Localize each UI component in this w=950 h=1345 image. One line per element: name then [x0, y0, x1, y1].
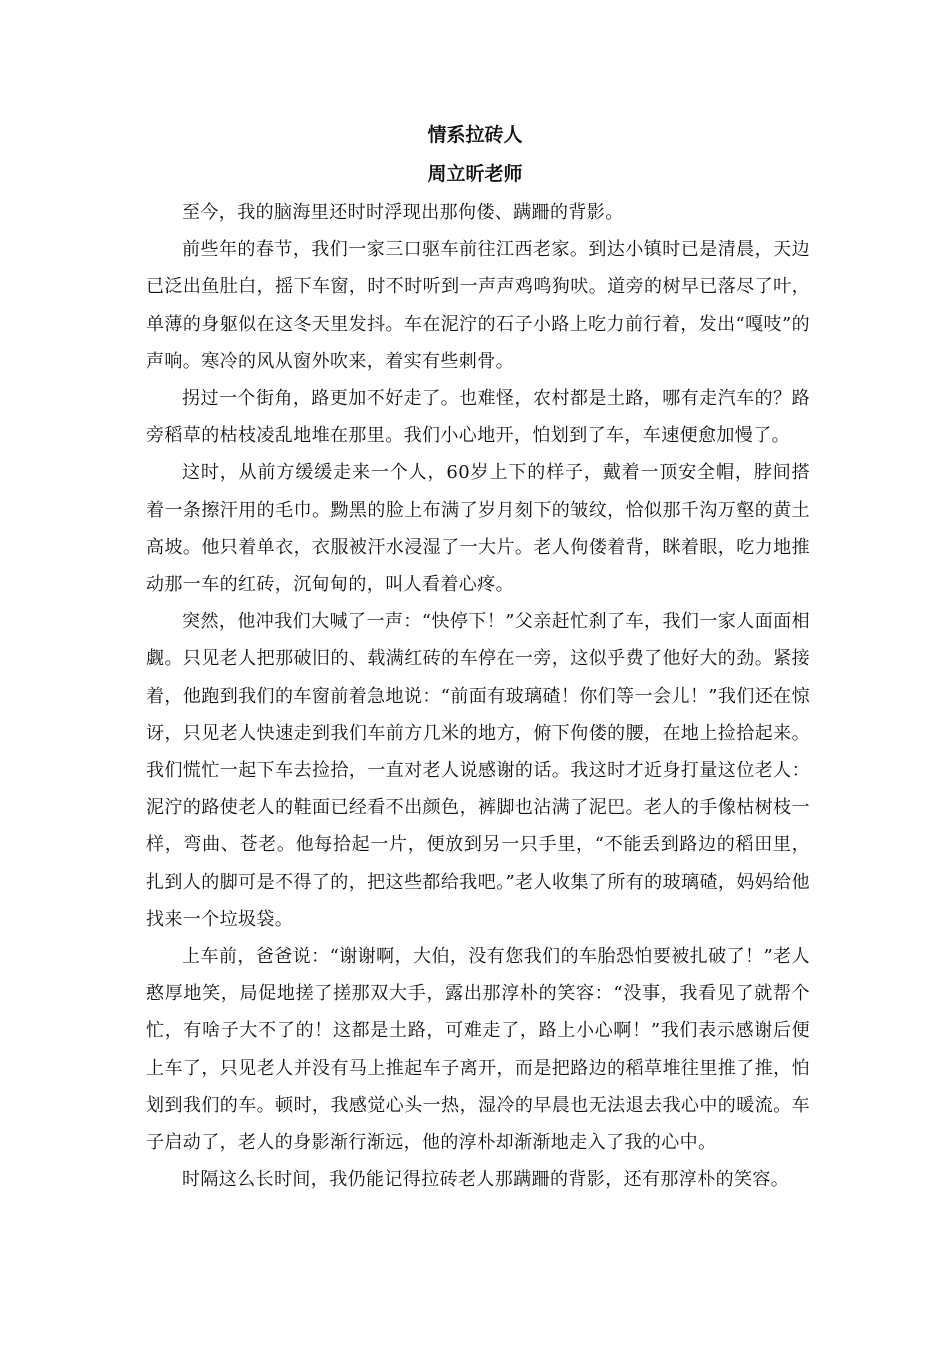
article-body	[146, 194, 810, 1198]
paragraph: 突然，他冲我们大喊了一声：“快停下！”父亲赶忙刹了车，我们一家人面面相觑。只见老人把那破旧的、载满红砖的车停在一旁，这似乎费了他好大的劲。紧接着，他跑到我们的车窗前着急地说：“前面有玻璃碴！你们等一会儿！”我们还在惊讶，只见老人快速走到我们车前方几米的地方，俯下佝偻的腰，在地上捡拾起来。我们慌忙一起下车去捡拾，一直对老人说感谢的话。我这时才近身打量这位老人：泥泞的路使老人的鞋面已经看不出颜色，裤脚也沾满了泥巴。老人的手像枯树枝一样，弯曲、苍老。他每拾起一片，便放到另一只手里，“不能丢到路边的稻田里，扎到人的脚可是不得了的，把这些都给我吧。”老人收集了所有的玻璃碴，妈妈给他找来一个垃圾袋。	[146, 611, 810, 930]
document-title: 情系拉砖人	[427, 124, 523, 146]
author-line: 周立昕老师	[427, 163, 523, 185]
paragraph: 至今，我的脑海里还时时浮现出那佝偻、蹒跚的背影。	[182, 202, 624, 223]
paragraph: 这时，从前方缓缓走来一个人，60岁上下的样子，戴着一顶安全帽，脖间搭着一条擦汗用的毛巾。黝黑的脸上布满了岁月刻下的皱纹，恰似那千沟万壑的黄土高坡。他只着单衣，衣服被汗水浸湿了一大片。老人佝偻着背，眯着眼，吃力地推动那一车的红砖，沉甸甸的，叫人看着心疼。	[146, 462, 810, 596]
paragraph: 前些年的春节，我们一家三口驱车前往江西老家。到达小镇时已是清晨，天边已泛出鱼肚白，摇下车窗，时不时听到一声声鸡鸣狗吠。道旁的树早已落尽了叶，单薄的身躯似在这冬天里发抖。车在泥泞的石子小路上吃力前行着，发出“嘎吱”的声响。寒冷的风从窗外吹来，着实有些刺骨。	[146, 239, 810, 372]
paragraph: 上车前，爸爸说：“谢谢啊，大伯，没有您我们的车胎恐怕要被扎破了！”老人憨厚地笑，局促地搓了搓那双大手，露出那淳朴的笑容：“没事，我看见了就帮个忙，有啥子大不了的！这都是土路，可难走了，路上小心啊！”我们表示感谢后便上车了，只见老人并没有马上推起车子离开，而是把路边的稻草堆往里推了推，怕划到我们的车。顿时，我感觉心头一热，湿冷的早晨也无法退去我心中的暖流。车子启动了，老人的身影渐行渐远，他的淳朴却渐渐地走入了我的心中。	[146, 946, 810, 1154]
paragraph: 时隔这么长时间，我仍能记得拉砖老人那蹒跚的背影，还有那淳朴的笑容。	[182, 1169, 790, 1191]
paragraph: 拐过一个街角，路更加不好走了。也难怪，农村都是土路，哪有走汽车的？路旁稻草的枯枝凌乱地堆在那里。我们小心地开，怕划到了车，车速便愈加慢了。	[146, 388, 810, 447]
